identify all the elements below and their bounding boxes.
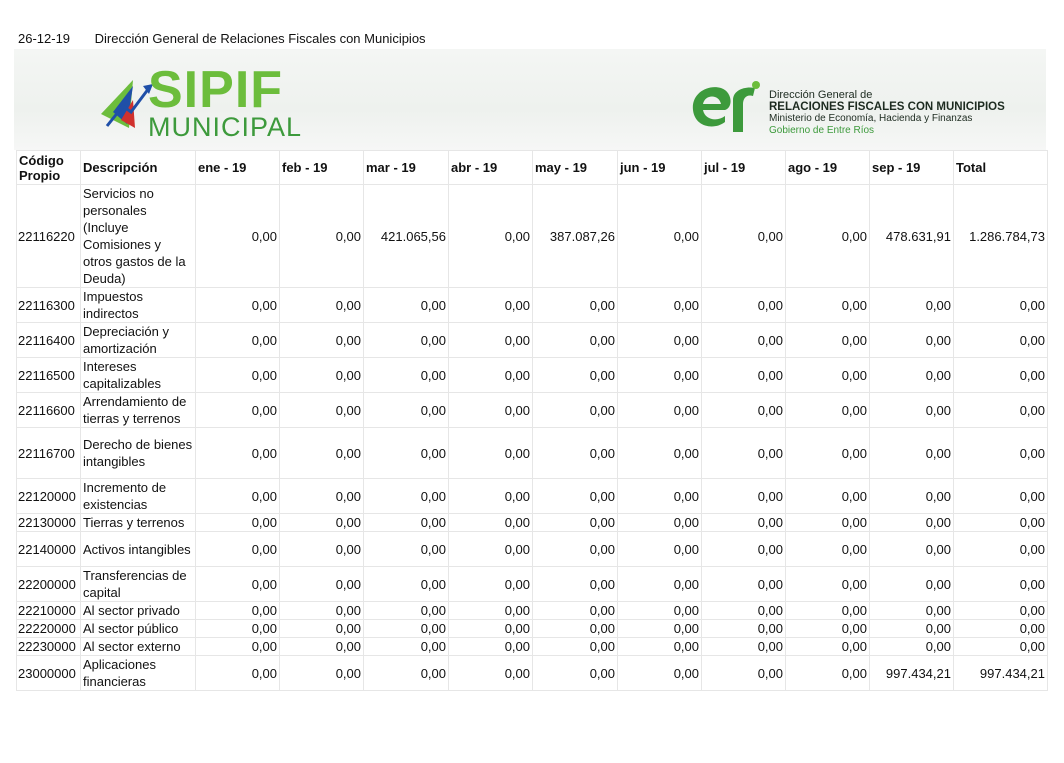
cell-amount: 0,00	[280, 532, 364, 567]
cell-code: 22116400	[17, 323, 81, 358]
cell-code: 22116300	[17, 288, 81, 323]
table-header-row	[17, 151, 1048, 185]
cell-code: 22116220	[17, 185, 81, 288]
cell-amount: 0,00	[870, 358, 954, 393]
cell-total: 0,00	[954, 288, 1048, 323]
cell-amount: 387.087,26	[533, 185, 618, 288]
cell-description: Tierras y terrenos	[81, 514, 196, 532]
cell-amount: 0,00	[618, 393, 702, 428]
cell-description: Depreciación y amortización	[81, 323, 196, 358]
cell-amount: 0,00	[533, 620, 618, 638]
cell-total: 0,00	[954, 532, 1048, 567]
cell-amount: 0,00	[702, 620, 786, 638]
cell-amount: 0,00	[618, 323, 702, 358]
cell-amount: 0,00	[786, 185, 870, 288]
cell-amount: 0,00	[533, 393, 618, 428]
cell-amount: 0,00	[786, 620, 870, 638]
cell-amount: 0,00	[280, 323, 364, 358]
table-row	[17, 567, 1048, 602]
column-header: ene - 19	[196, 151, 280, 185]
cell-amount: 478.631,91	[870, 185, 954, 288]
cell-amount: 0,00	[196, 656, 280, 691]
cell-amount: 0,00	[364, 428, 449, 479]
cell-description: Derecho de bienes intangibles	[81, 428, 196, 479]
cell-amount: 0,00	[280, 567, 364, 602]
dgrfm-line4: Gobierno de Entre Ríos	[769, 125, 875, 136]
cell-description: Arrendamiento de tierras y terrenos	[81, 393, 196, 428]
cell-code: 22200000	[17, 567, 81, 602]
cell-amount: 0,00	[702, 323, 786, 358]
cell-code: 22116600	[17, 393, 81, 428]
cell-code: 22210000	[17, 602, 81, 620]
cell-amount: 0,00	[196, 532, 280, 567]
cell-amount: 0,00	[280, 393, 364, 428]
cell-description: Al sector externo	[81, 638, 196, 656]
cell-code: 22116700	[17, 428, 81, 479]
cell-total: 0,00	[954, 514, 1048, 532]
cell-amount: 0,00	[702, 602, 786, 620]
cell-amount: 997.434,21	[870, 656, 954, 691]
cell-code: 22220000	[17, 620, 81, 638]
table-row	[17, 620, 1048, 638]
cell-amount: 0,00	[196, 428, 280, 479]
cell-amount: 0,00	[870, 393, 954, 428]
dgrfm-line1: Dirección General de	[769, 89, 873, 101]
cell-amount: 0,00	[280, 602, 364, 620]
cell-amount: 0,00	[786, 393, 870, 428]
cell-amount: 0,00	[280, 620, 364, 638]
table-row	[17, 532, 1048, 567]
column-header: sep - 19	[870, 151, 954, 185]
table-row	[17, 656, 1048, 691]
cell-description: Aplicaciones financieras	[81, 656, 196, 691]
cell-amount: 0,00	[786, 567, 870, 602]
column-header: Código Propio	[17, 151, 81, 185]
cell-amount: 0,00	[702, 514, 786, 532]
cell-amount: 0,00	[533, 514, 618, 532]
cell-amount: 0,00	[870, 514, 954, 532]
table-row	[17, 358, 1048, 393]
cell-amount: 0,00	[786, 428, 870, 479]
column-header: abr - 19	[449, 151, 533, 185]
cell-amount: 0,00	[280, 428, 364, 479]
cell-amount: 0,00	[870, 602, 954, 620]
cell-description: Incremento de existencias	[81, 479, 196, 514]
cell-amount: 0,00	[364, 567, 449, 602]
cell-amount: 0,00	[618, 638, 702, 656]
table-row	[17, 393, 1048, 428]
cell-amount: 0,00	[364, 602, 449, 620]
cell-amount: 0,00	[449, 620, 533, 638]
cell-amount: 0,00	[280, 288, 364, 323]
cell-code: 22120000	[17, 479, 81, 514]
cell-amount: 0,00	[364, 656, 449, 691]
cell-amount: 0,00	[364, 638, 449, 656]
table-row	[17, 323, 1048, 358]
cell-amount: 0,00	[449, 428, 533, 479]
cell-amount: 0,00	[618, 567, 702, 602]
cell-amount: 0,00	[449, 393, 533, 428]
sipif-title: SIPIF	[148, 61, 284, 119]
cell-amount: 0,00	[364, 358, 449, 393]
cell-amount: 0,00	[533, 479, 618, 514]
cell-amount: 0,00	[786, 358, 870, 393]
cell-total: 0,00	[954, 602, 1048, 620]
cell-amount: 0,00	[533, 567, 618, 602]
cell-amount: 0,00	[196, 288, 280, 323]
cell-amount: 0,00	[533, 638, 618, 656]
cell-amount: 0,00	[618, 532, 702, 567]
cell-amount: 421.065,56	[364, 185, 449, 288]
cell-amount: 0,00	[196, 567, 280, 602]
dgrfm-line3: Ministerio de Economía, Hacienda y Finanzas	[769, 113, 973, 124]
dgrfm-line2: RELACIONES FISCALES CON MUNICIPIOS	[769, 101, 1005, 113]
cell-amount: 0,00	[870, 567, 954, 602]
cell-code: 22130000	[17, 514, 81, 532]
cell-amount: 0,00	[786, 514, 870, 532]
cell-amount: 0,00	[618, 602, 702, 620]
cell-amount: 0,00	[533, 656, 618, 691]
table-row	[17, 638, 1048, 656]
cell-amount: 0,00	[449, 638, 533, 656]
cell-amount: 0,00	[618, 185, 702, 288]
cell-amount: 0,00	[618, 428, 702, 479]
cell-amount: 0,00	[618, 358, 702, 393]
cell-amount: 0,00	[533, 602, 618, 620]
cell-amount: 0,00	[870, 288, 954, 323]
cell-description: Al sector privado	[81, 602, 196, 620]
cell-code: 22230000	[17, 638, 81, 656]
cell-amount: 0,00	[364, 620, 449, 638]
cell-amount: 0,00	[533, 532, 618, 567]
table-row	[17, 479, 1048, 514]
cell-amount: 0,00	[280, 514, 364, 532]
cell-amount: 0,00	[196, 638, 280, 656]
cell-amount: 0,00	[364, 479, 449, 514]
column-header: may - 19	[533, 151, 618, 185]
cell-amount: 0,00	[702, 288, 786, 323]
table-row	[17, 514, 1048, 532]
dgrfm-logo-text	[769, 89, 1005, 137]
column-header: Descripción	[81, 151, 196, 185]
cell-amount: 0,00	[449, 567, 533, 602]
cell-total: 0,00	[954, 323, 1048, 358]
cell-amount: 0,00	[786, 323, 870, 358]
cell-description: Intereses capitalizables	[81, 358, 196, 393]
cell-amount: 0,00	[870, 532, 954, 567]
cell-amount: 0,00	[786, 656, 870, 691]
cell-amount: 0,00	[280, 479, 364, 514]
cell-description: Transferencias de capital	[81, 567, 196, 602]
cell-amount: 0,00	[449, 532, 533, 567]
cell-amount: 0,00	[196, 323, 280, 358]
cell-amount: 0,00	[196, 185, 280, 288]
cell-amount: 0,00	[870, 620, 954, 638]
cell-amount: 0,00	[786, 602, 870, 620]
cell-amount: 0,00	[364, 288, 449, 323]
column-header: ago - 19	[786, 151, 870, 185]
sipif-municipal-logo	[99, 61, 314, 148]
column-header: mar - 19	[364, 151, 449, 185]
table-row	[17, 185, 1048, 288]
cell-amount: 0,00	[449, 514, 533, 532]
cell-amount: 0,00	[786, 532, 870, 567]
cell-total: 0,00	[954, 620, 1048, 638]
cell-amount: 0,00	[870, 638, 954, 656]
cell-total: 0,00	[954, 567, 1048, 602]
cell-total: 0,00	[954, 358, 1048, 393]
table-row	[17, 288, 1048, 323]
cell-amount: 0,00	[280, 185, 364, 288]
cell-amount: 0,00	[702, 656, 786, 691]
cell-amount: 0,00	[870, 479, 954, 514]
cell-code: 22116500	[17, 358, 81, 393]
cell-amount: 0,00	[280, 656, 364, 691]
cell-amount: 0,00	[702, 479, 786, 514]
column-header: jul - 19	[702, 151, 786, 185]
cell-total: 0,00	[954, 638, 1048, 656]
cell-amount: 0,00	[533, 358, 618, 393]
cell-amount: 0,00	[196, 514, 280, 532]
table-row	[17, 428, 1048, 479]
cell-amount: 0,00	[702, 428, 786, 479]
budget-table	[16, 150, 1048, 691]
cell-amount: 0,00	[449, 656, 533, 691]
cell-amount: 0,00	[449, 288, 533, 323]
cell-amount: 0,00	[618, 514, 702, 532]
cell-amount: 0,00	[364, 323, 449, 358]
cell-amount: 0,00	[364, 393, 449, 428]
cell-amount: 0,00	[702, 638, 786, 656]
cell-amount: 0,00	[786, 479, 870, 514]
cell-amount: 0,00	[196, 602, 280, 620]
cell-code: 22140000	[17, 532, 81, 567]
cell-amount: 0,00	[449, 602, 533, 620]
cell-amount: 0,00	[196, 479, 280, 514]
cell-code: 23000000	[17, 656, 81, 691]
cell-amount: 0,00	[533, 288, 618, 323]
cell-amount: 0,00	[449, 323, 533, 358]
cell-amount: 0,00	[786, 638, 870, 656]
cell-amount: 0,00	[786, 288, 870, 323]
cell-total: 0,00	[954, 428, 1048, 479]
cell-amount: 0,00	[449, 358, 533, 393]
column-header: jun - 19	[618, 151, 702, 185]
cell-amount: 0,00	[870, 323, 954, 358]
cell-amount: 0,00	[280, 638, 364, 656]
cell-amount: 0,00	[618, 656, 702, 691]
cell-amount: 0,00	[618, 479, 702, 514]
cell-amount: 0,00	[364, 532, 449, 567]
column-header: feb - 19	[280, 151, 364, 185]
cell-amount: 0,00	[702, 358, 786, 393]
cell-amount: 0,00	[533, 428, 618, 479]
cell-total: 0,00	[954, 479, 1048, 514]
cell-description: Impuestos indirectos	[81, 288, 196, 323]
cell-description: Servicios no personales (Incluye Comisiones y otros gastos de la Deuda)	[81, 185, 196, 288]
cell-amount: 0,00	[449, 479, 533, 514]
column-header: Total	[954, 151, 1048, 185]
cell-amount: 0,00	[702, 567, 786, 602]
report-date: 26-12-19	[18, 31, 71, 46]
cell-amount: 0,00	[702, 185, 786, 288]
cell-description: Activos intangibles	[81, 532, 196, 567]
cell-amount: 0,00	[280, 358, 364, 393]
report-title: Dirección General de Relaciones Fiscales con Municipios	[94, 31, 426, 46]
cell-amount: 0,00	[702, 393, 786, 428]
table-row	[17, 602, 1048, 620]
cell-total: 1.286.784,73	[954, 185, 1048, 288]
cell-description: Al sector público	[81, 620, 196, 638]
cell-amount: 0,00	[618, 620, 702, 638]
er-logo-icon	[689, 78, 765, 140]
cell-amount: 0,00	[196, 620, 280, 638]
cell-amount: 0,00	[364, 514, 449, 532]
cell-amount: 0,00	[449, 185, 533, 288]
cell-amount: 0,00	[618, 288, 702, 323]
page-header	[18, 31, 426, 46]
cell-amount: 0,00	[533, 323, 618, 358]
sipif-subtitle: MUNICIPAL	[148, 112, 303, 142]
cell-amount: 0,00	[870, 428, 954, 479]
cell-amount: 0,00	[196, 358, 280, 393]
cell-amount: 0,00	[702, 532, 786, 567]
cell-total: 0,00	[954, 393, 1048, 428]
cell-total: 997.434,21	[954, 656, 1048, 691]
cell-amount: 0,00	[196, 393, 280, 428]
